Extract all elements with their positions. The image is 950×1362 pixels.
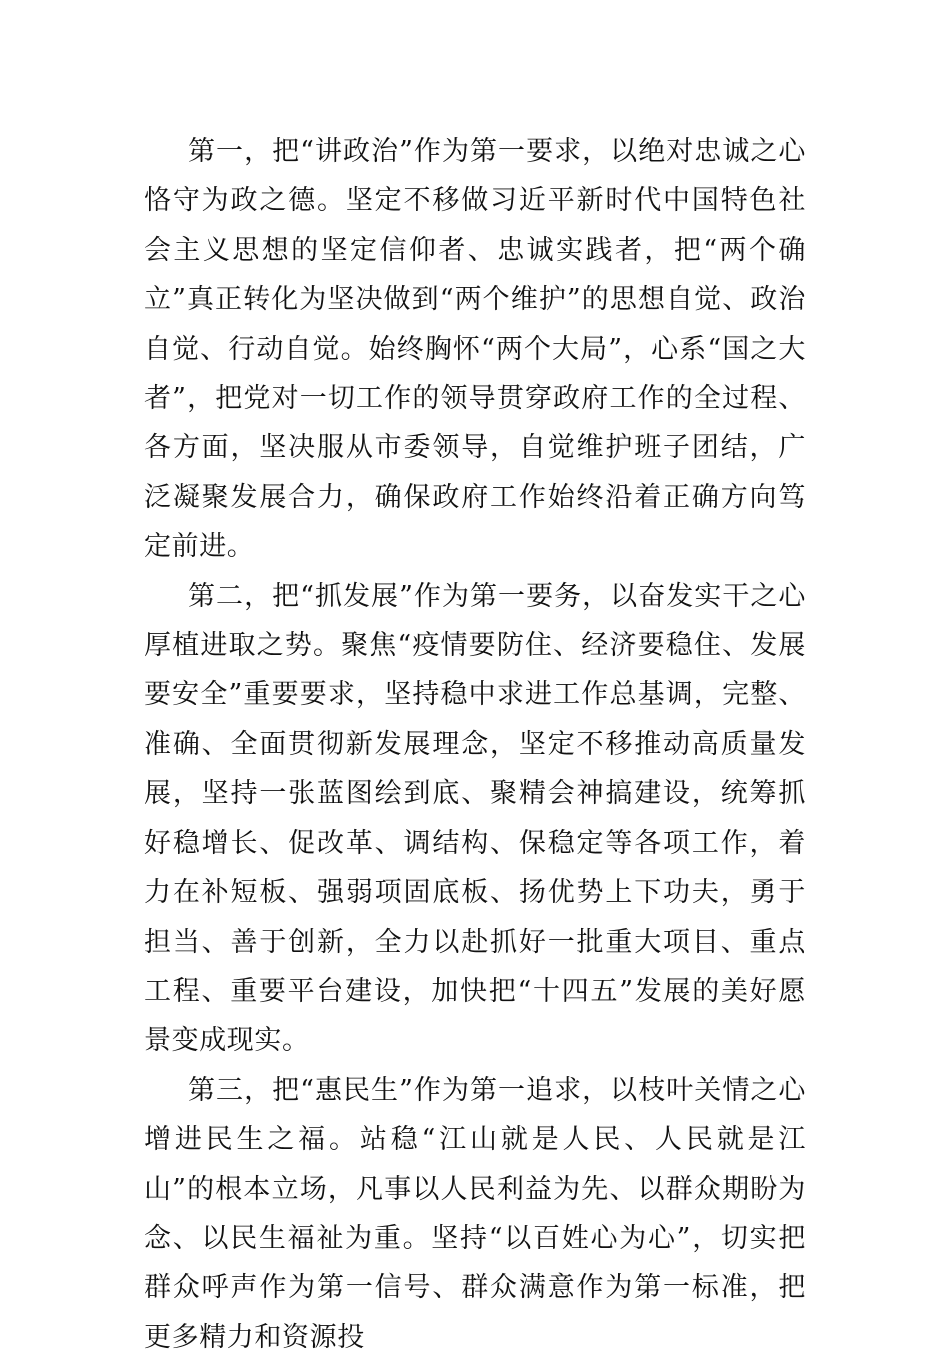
paragraph-2: 第二，把“抓发展”作为第一要务，以奋发实干之心厚植进取之势。聚焦“疫情要防住、经济要稳住、发展要安全”重要要求，坚持稳中求进工作总基调，完整、准确、全面贯彻新发展理念，坚定不移推动高质量发展，坚持一张蓝图绘到底、聚精会神搞建设，统筹抓好稳增长、促改革、调结构、保稳定等各项工作，着力在补短板、强弱项固底板、扬优势上下功夫，勇于担当、善于创新，全力以赴抓好一批重大项目、重点工程、重要平台建设，加快把“十四五”发展的美好愿景变成现实。 <box>144 580 806 1057</box>
paragraph-1: 第一，把“讲政治”作为第一要求，以绝对忠诚之心恪守为政之德。坚定不移做习近平新时代中国特色社会主义思想的坚定信仰者、忠诚实践者，把“两个确立”真正转化为坚决做到“两个维护”的思想自觉、政治自觉、行动自觉。始终胸怀“两个大局”，心系“国之大者”，把党对一切工作的领导贯穿政府工作的全过程、各方面，坚决服从市委领导，自觉维护班子团结，广泛凝聚发展合力，确保政府工作始终沿着正确方向笃定前进。 <box>144 136 806 563</box>
document-body <box>144 127 806 1362</box>
paragraph-3: 第三，把“惠民生”作为第一追求，以枝叶关情之心增进民生之福。站稳“江山就是人民、人民就是江山”的根本立场，凡事以人民利益为先、以群众期盼为念、以民生福祉为重。坚持“以百姓心为心”，切实把群众呼声作为第一信号、群众满意作为第一标准，把更多精力和资源投 <box>144 1074 806 1353</box>
